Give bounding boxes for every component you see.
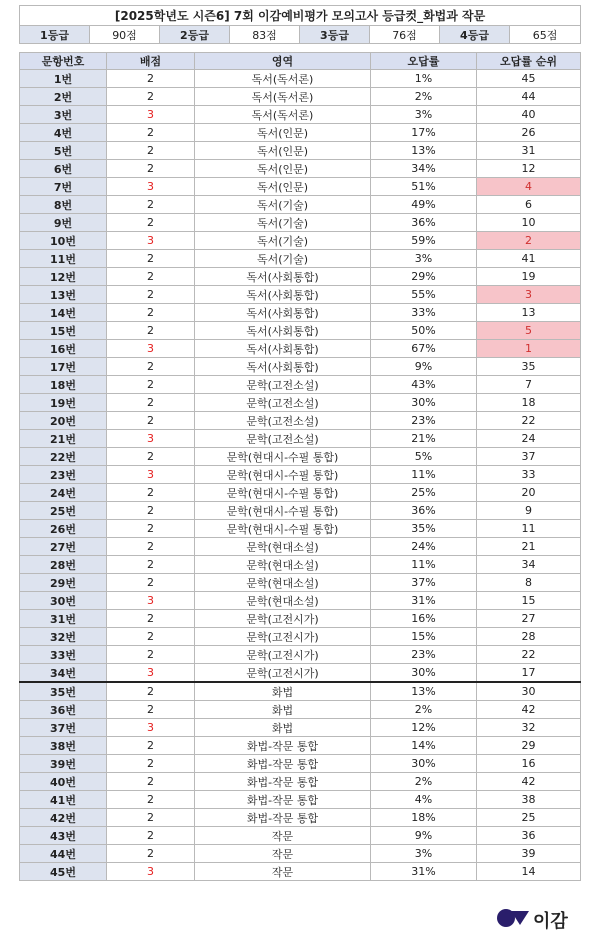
error-rank-cell: 28 [477,628,581,646]
table-row [20,827,581,845]
question-number: 10번 [20,232,107,250]
error-rank-cell: 35 [477,358,581,376]
area-cell: 문학(현대소설) [195,592,371,610]
question-number: 33번 [20,646,107,664]
points-cell: 2 [107,520,195,538]
grade-label: 4등급 [440,26,510,44]
grade-score: 83점 [230,26,300,44]
points-cell: 2 [107,124,195,142]
table-row [20,214,581,232]
question-number: 5번 [20,142,107,160]
question-table [19,52,581,881]
error-rank-cell: 5 [477,322,581,340]
error-rate-cell: 31% [371,863,477,881]
area-cell: 문학(고전시가) [195,628,371,646]
error-rank-cell: 1 [477,340,581,358]
error-rate-cell: 4% [371,791,477,809]
points-cell: 3 [107,178,195,196]
error-rate-cell: 3% [371,250,477,268]
question-number: 37번 [20,719,107,737]
points-cell: 2 [107,214,195,232]
error-rank-cell: 44 [477,88,581,106]
area-cell: 독서(사회통합) [195,268,371,286]
area-cell: 독서(기술) [195,250,371,268]
error-rank-cell: 3 [477,286,581,304]
table-row [20,538,581,556]
table-row [20,160,581,178]
error-rank-cell: 2 [477,232,581,250]
area-cell: 독서(인문) [195,142,371,160]
points-cell: 2 [107,484,195,502]
points-cell: 2 [107,502,195,520]
logo-triangle-icon [511,911,529,925]
points-cell: 2 [107,268,195,286]
col-header-area: 영역 [195,53,371,70]
error-rank-cell: 29 [477,737,581,755]
points-cell: 3 [107,664,195,683]
question-number: 43번 [20,827,107,845]
question-number: 31번 [20,610,107,628]
error-rate-cell: 37% [371,574,477,592]
area-cell: 문학(현대시-수필 통합) [195,466,371,484]
error-rate-cell: 1% [371,70,477,88]
question-number: 41번 [20,791,107,809]
area-cell: 문학(고전소설) [195,412,371,430]
question-number: 19번 [20,394,107,412]
table-row [20,124,581,142]
points-cell: 2 [107,322,195,340]
table-row [20,178,581,196]
error-rank-cell: 6 [477,196,581,214]
error-rank-cell: 7 [477,376,581,394]
question-number: 36번 [20,701,107,719]
grade-score: 90점 [90,26,160,44]
question-number: 16번 [20,340,107,358]
area-cell: 화법-작문 통합 [195,809,371,827]
table-row [20,610,581,628]
points-cell: 2 [107,773,195,791]
table-row [20,448,581,466]
error-rate-cell: 17% [371,124,477,142]
table-row [20,719,581,737]
area-cell: 문학(고전소설) [195,394,371,412]
question-number: 44번 [20,845,107,863]
question-number: 12번 [20,268,107,286]
logo-text: 이감 [533,911,568,932]
points-cell: 2 [107,628,195,646]
question-number: 7번 [20,178,107,196]
error-rate-cell: 13% [371,682,477,701]
error-rank-cell: 17 [477,664,581,683]
question-number: 4번 [20,124,107,142]
error-rate-cell: 23% [371,646,477,664]
error-rank-cell: 13 [477,304,581,322]
question-number: 18번 [20,376,107,394]
points-cell: 2 [107,70,195,88]
table-row [20,484,581,502]
table-row [20,340,581,358]
question-number: 24번 [20,484,107,502]
table-row [20,412,581,430]
error-rate-cell: 2% [371,701,477,719]
col-header-error-rate: 오답률 [371,53,477,70]
points-cell: 2 [107,610,195,628]
table-row [20,701,581,719]
error-rank-cell: 26 [477,124,581,142]
error-rate-cell: 33% [371,304,477,322]
error-rate-cell: 5% [371,448,477,466]
points-cell: 2 [107,160,195,178]
grade-cut-row [20,26,581,44]
question-number: 2번 [20,88,107,106]
points-cell: 3 [107,466,195,484]
error-rate-cell: 16% [371,610,477,628]
points-cell: 2 [107,250,195,268]
table-row [20,196,581,214]
error-rate-cell: 59% [371,232,477,250]
error-rank-cell: 31 [477,142,581,160]
error-rank-cell: 8 [477,574,581,592]
question-number: 26번 [20,520,107,538]
area-cell: 문학(고전시가) [195,610,371,628]
error-rank-cell: 18 [477,394,581,412]
table-row [20,556,581,574]
points-cell: 2 [107,196,195,214]
error-rate-cell: 29% [371,268,477,286]
table-row [20,286,581,304]
table-row [20,520,581,538]
table-row [20,232,581,250]
error-rank-cell: 16 [477,755,581,773]
question-number: 29번 [20,574,107,592]
points-cell: 2 [107,646,195,664]
table-row [20,250,581,268]
area-cell: 독서(기술) [195,196,371,214]
error-rank-cell: 19 [477,268,581,286]
error-rank-cell: 15 [477,592,581,610]
area-cell: 문학(현대시-수필 통합) [195,448,371,466]
points-cell: 2 [107,809,195,827]
question-number: 20번 [20,412,107,430]
area-cell: 독서(기술) [195,232,371,250]
error-rate-cell: 13% [371,142,477,160]
error-rank-cell: 40 [477,106,581,124]
error-rank-cell: 24 [477,430,581,448]
table-row [20,88,581,106]
error-rank-cell: 39 [477,845,581,863]
question-number: 30번 [20,592,107,610]
question-number: 14번 [20,304,107,322]
question-number: 39번 [20,755,107,773]
error-rate-cell: 9% [371,827,477,845]
points-cell: 3 [107,106,195,124]
points-cell: 2 [107,556,195,574]
error-rank-cell: 12 [477,160,581,178]
area-cell: 문학(고전시가) [195,664,371,683]
table-row [20,574,581,592]
area-cell: 문학(고전소설) [195,376,371,394]
area-cell: 문학(현대시-수필 통합) [195,484,371,502]
question-number: 45번 [20,863,107,881]
table-row [20,142,581,160]
question-number: 11번 [20,250,107,268]
error-rank-cell: 32 [477,719,581,737]
area-cell: 독서(사회통합) [195,304,371,322]
question-number: 25번 [20,502,107,520]
area-cell: 작문 [195,845,371,863]
table-row [20,430,581,448]
error-rate-cell: 3% [371,845,477,863]
error-rank-cell: 38 [477,791,581,809]
error-rank-cell: 42 [477,701,581,719]
area-cell: 독서(독서론) [195,106,371,124]
error-rate-cell: 23% [371,412,477,430]
area-cell: 문학(현대소설) [195,574,371,592]
table-row [20,755,581,773]
error-rate-cell: 55% [371,286,477,304]
error-rank-cell: 41 [477,250,581,268]
grade-summary-table [19,5,581,44]
table-row [20,304,581,322]
table-row [20,358,581,376]
error-rank-cell: 11 [477,520,581,538]
error-rank-cell: 22 [477,646,581,664]
question-number: 32번 [20,628,107,646]
error-rank-cell: 14 [477,863,581,881]
question-number: 38번 [20,737,107,755]
table-row [20,809,581,827]
table-row [20,628,581,646]
points-cell: 2 [107,286,195,304]
error-rate-cell: 67% [371,340,477,358]
area-cell: 독서(독서론) [195,88,371,106]
points-cell: 3 [107,430,195,448]
error-rank-cell: 10 [477,214,581,232]
error-rank-cell: 37 [477,448,581,466]
area-cell: 독서(기술) [195,214,371,232]
error-rank-cell: 42 [477,773,581,791]
error-rate-cell: 14% [371,737,477,755]
question-number: 3번 [20,106,107,124]
question-number: 17번 [20,358,107,376]
question-number: 35번 [20,682,107,701]
area-cell: 독서(독서론) [195,70,371,88]
points-cell: 3 [107,340,195,358]
error-rate-cell: 34% [371,160,477,178]
col-header-number: 문항번호 [20,53,107,70]
table-row [20,466,581,484]
error-rate-cell: 24% [371,538,477,556]
grade-label: 1등급 [20,26,90,44]
area-cell: 문학(현대시-수필 통합) [195,520,371,538]
error-rate-cell: 2% [371,773,477,791]
area-cell: 독서(인문) [195,178,371,196]
page-title: [2025학년도 시즌6] 7회 이감예비평가 모의고사 등급컷_화법과 작문 [20,6,581,26]
points-cell: 2 [107,88,195,106]
question-number: 13번 [20,286,107,304]
area-cell: 독서(사회통합) [195,358,371,376]
area-cell: 문학(현대소설) [195,538,371,556]
question-number: 28번 [20,556,107,574]
points-cell: 2 [107,448,195,466]
question-number: 6번 [20,160,107,178]
error-rate-cell: 18% [371,809,477,827]
points-cell: 2 [107,358,195,376]
error-rate-cell: 30% [371,755,477,773]
area-cell: 독서(인문) [195,160,371,178]
table-row [20,737,581,755]
col-header-points: 배점 [107,53,195,70]
error-rate-cell: 12% [371,719,477,737]
table-row [20,592,581,610]
error-rank-cell: 9 [477,502,581,520]
table-header-row [20,53,581,70]
table-row [20,845,581,863]
area-cell: 독서(인문) [195,124,371,142]
question-number: 9번 [20,214,107,232]
question-number: 40번 [20,773,107,791]
points-cell: 2 [107,574,195,592]
area-cell: 화법-작문 통합 [195,773,371,791]
col-header-error-rank: 오답률 순위 [477,53,581,70]
question-number: 21번 [20,430,107,448]
points-cell: 2 [107,412,195,430]
error-rate-cell: 31% [371,592,477,610]
error-rank-cell: 21 [477,538,581,556]
error-rank-cell: 36 [477,827,581,845]
points-cell: 2 [107,737,195,755]
error-rank-cell: 22 [477,412,581,430]
table-row [20,682,581,701]
error-rank-cell: 4 [477,178,581,196]
error-rank-cell: 34 [477,556,581,574]
error-rank-cell: 25 [477,809,581,827]
points-cell: 2 [107,304,195,322]
points-cell: 2 [107,791,195,809]
error-rank-cell: 33 [477,466,581,484]
points-cell: 2 [107,394,195,412]
error-rate-cell: 3% [371,106,477,124]
grade-label: 3등급 [300,26,370,44]
error-rate-cell: 25% [371,484,477,502]
area-cell: 작문 [195,827,371,845]
table-row [20,773,581,791]
points-cell: 2 [107,845,195,863]
error-rate-cell: 9% [371,358,477,376]
error-rate-cell: 30% [371,664,477,683]
grade-label: 2등급 [160,26,230,44]
table-row [20,376,581,394]
area-cell: 독서(사회통합) [195,286,371,304]
area-cell: 화법-작문 통합 [195,755,371,773]
error-rate-cell: 30% [371,394,477,412]
question-number: 27번 [20,538,107,556]
area-cell: 문학(고전시가) [195,646,371,664]
question-number: 15번 [20,322,107,340]
points-cell: 2 [107,827,195,845]
error-rate-cell: 15% [371,628,477,646]
area-cell: 화법-작문 통합 [195,737,371,755]
table-row [20,70,581,88]
points-cell: 2 [107,142,195,160]
error-rate-cell: 51% [371,178,477,196]
grade-score: 76점 [370,26,440,44]
area-cell: 문학(현대소설) [195,556,371,574]
error-rank-cell: 27 [477,610,581,628]
grade-score: 65점 [510,26,581,44]
area-cell: 화법 [195,719,371,737]
error-rate-cell: 50% [371,322,477,340]
error-rate-cell: 35% [371,520,477,538]
area-cell: 독서(사회통합) [195,322,371,340]
table-row [20,106,581,124]
error-rate-cell: 11% [371,466,477,484]
area-cell: 문학(고전소설) [195,430,371,448]
error-rate-cell: 36% [371,502,477,520]
error-rank-cell: 20 [477,484,581,502]
area-cell: 작문 [195,863,371,881]
area-cell: 화법 [195,682,371,701]
points-cell: 3 [107,719,195,737]
table-row [20,863,581,881]
error-rate-cell: 2% [371,88,477,106]
table-row [20,664,581,683]
grade-cut-sheet [19,5,580,881]
points-cell: 2 [107,701,195,719]
points-cell: 3 [107,592,195,610]
error-rate-cell: 49% [371,196,477,214]
area-cell: 화법-작문 통합 [195,791,371,809]
question-number: 34번 [20,664,107,683]
table-body [20,70,581,881]
question-number: 23번 [20,466,107,484]
table-row [20,322,581,340]
points-cell: 2 [107,538,195,556]
table-row [20,394,581,412]
area-cell: 문학(현대시-수필 통합) [195,502,371,520]
area-cell: 독서(사회통합) [195,340,371,358]
points-cell: 3 [107,863,195,881]
table-row [20,646,581,664]
question-number: 8번 [20,196,107,214]
error-rate-cell: 21% [371,430,477,448]
error-rank-cell: 30 [477,682,581,701]
question-number: 42번 [20,809,107,827]
table-row [20,502,581,520]
points-cell: 2 [107,376,195,394]
table-row [20,791,581,809]
table-row [20,268,581,286]
brand-logo [497,907,587,931]
error-rank-cell: 45 [477,70,581,88]
error-rate-cell: 11% [371,556,477,574]
question-number: 22번 [20,448,107,466]
error-rate-cell: 43% [371,376,477,394]
question-number: 1번 [20,70,107,88]
points-cell: 2 [107,682,195,701]
points-cell: 2 [107,755,195,773]
area-cell: 화법 [195,701,371,719]
error-rate-cell: 36% [371,214,477,232]
points-cell: 3 [107,232,195,250]
